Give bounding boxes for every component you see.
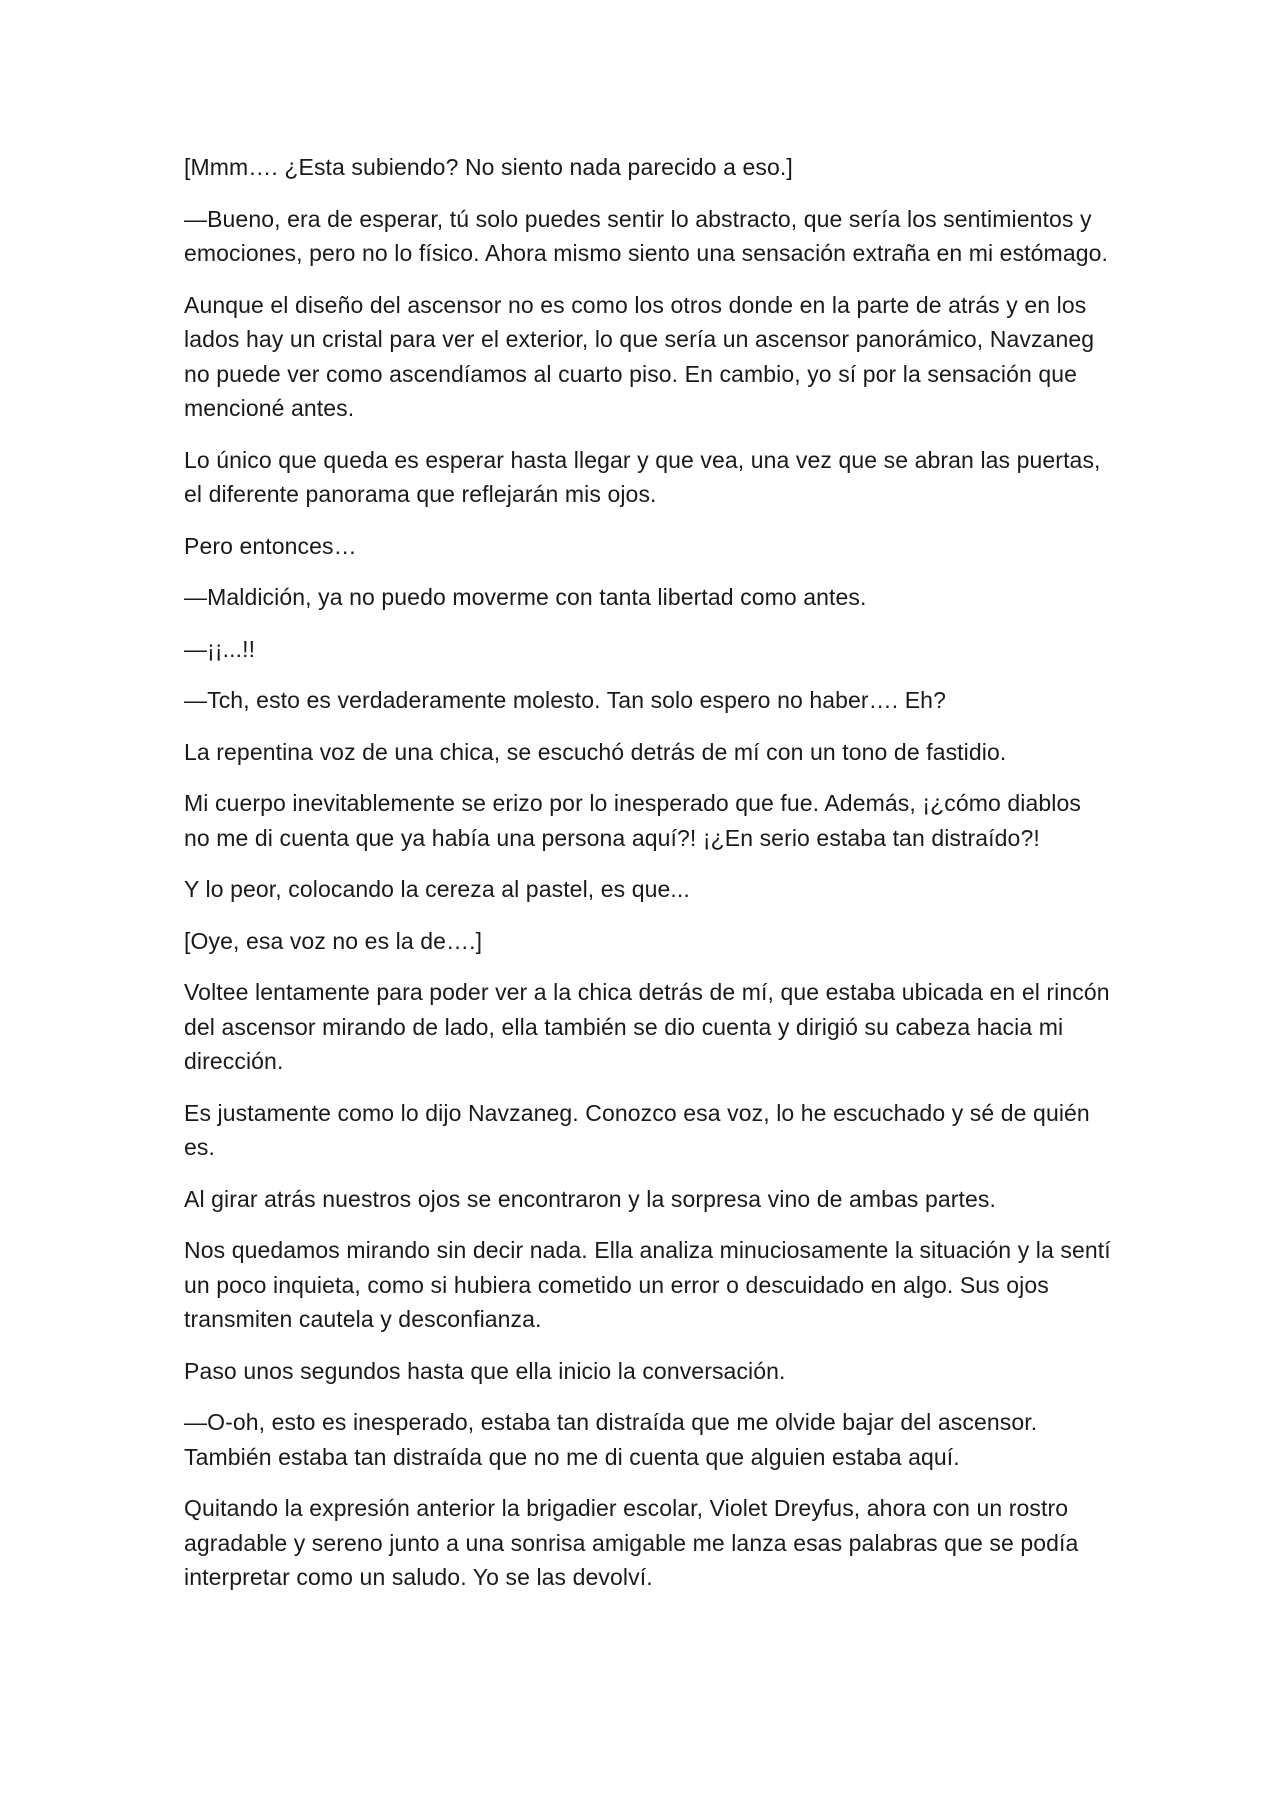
paragraph: —Bueno, era de esperar, tú solo puedes sentir lo abstracto, que sería los sentimientos y emociones, pero no lo físico. Ahora mismo siento una sensación extraña en mi estómago. xyxy=(184,205,1108,266)
paragraph: [Mmm…. ¿Esta subiendo? No siento nada parecido a eso.] xyxy=(184,154,793,180)
paragraph: Lo único que queda es esperar hasta llegar y que vea, una vez que se abran las puertas, el diferente panorama que reflejarán mis ojos. xyxy=(184,446,1101,507)
paragraph: Mi cuerpo inevitablemente se erizo por lo inesperado que fue. Además, ¡¿cómo diablos no me di cuenta que ya había una persona aquí?! ¡¿En serio estaba tan distraído?! xyxy=(184,790,1081,851)
paragraph: —¡¡...!! xyxy=(184,635,256,662)
paragraph: —O-oh, esto es inesperado, estaba tan distraída que me olvide bajar del ascensor. También estaba tan distraída que no me di cuenta que alguien estaba aquí. xyxy=(184,1409,1038,1470)
paragraph: —Tch, esto es verdaderamente molesto. Tan solo espero no haber…. Eh? xyxy=(184,687,946,713)
paragraph: Quitando la expresión anterior la brigadier escolar, Violet Dreyfus, ahora con un rostro agradable y sereno junto a una sonrisa amigable me lanza esas palabras que se podía interpretar como un saludo. Yo se las devolví. xyxy=(184,1495,1079,1590)
paragraph: Paso unos segundos hasta que ella inicio la conversación. xyxy=(184,1357,786,1384)
paragraph: Nos quedamos mirando sin decir nada. Ella analiza minuciosamente la situación y la sentí un poco inquieta, como si hubiera cometido un error o descuidado en algo. Sus ojos transmiten cautela y desconfianza. xyxy=(184,1237,1111,1332)
paragraph: Al girar atrás nuestros ojos se encontraron y la sorpresa vino de ambas partes. xyxy=(184,1185,997,1212)
paragraph: Voltee lentamente para poder ver a la chica detrás de mí, que estaba ubicada en el rincón del ascensor mirando de lado, ella también se dio cuenta y dirigió su cabeza hacia mi dirección. xyxy=(184,979,1110,1074)
paragraph: [Oye, esa voz no es la de….] xyxy=(184,927,483,954)
paragraph: Y lo peor, colocando la cereza al pastel, es que... xyxy=(184,876,690,902)
document-page xyxy=(184,150,1112,1612)
paragraph: Pero entonces… xyxy=(184,532,357,559)
paragraph: Aunque el diseño del ascensor no es como los otros donde en la parte de atrás y en los lados hay un cristal para ver el exterior, lo que sería un ascensor panorámico, Navzaneg no puede ver como ascendíamos al cuarto piso. En cambio, yo sí por la sensación que mencioné antes. xyxy=(184,291,1095,421)
paragraph: —Maldición, ya no puedo moverme con tanta libertad como antes. xyxy=(184,584,867,610)
paragraph: La repentina voz de una chica, se escuchó detrás de mí con un tono de fastidio. xyxy=(184,738,1007,765)
paragraph: Es justamente como lo dijo Navzaneg. Conozco esa voz, lo he escuchado y sé de quién es. xyxy=(184,1099,1090,1160)
